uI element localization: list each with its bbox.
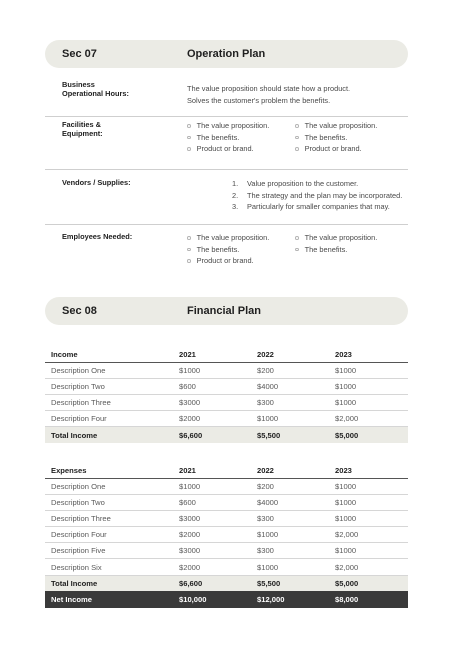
list-item-text: The benefits. xyxy=(304,244,348,254)
column-header: 2023 xyxy=(329,464,408,478)
total-row xyxy=(45,427,408,443)
table-cell: $300 xyxy=(251,510,329,526)
list-item-text: Value proposition to the customer. xyxy=(247,179,359,188)
bullet-icon xyxy=(295,124,299,128)
table-cell: $1000 xyxy=(329,362,408,378)
table-cell: $5,500 xyxy=(251,575,329,591)
table-cell: $1000 xyxy=(329,478,408,494)
table-row xyxy=(45,478,408,494)
label-line: Business xyxy=(62,80,95,89)
text-line: The value proposition should state how a product. xyxy=(187,84,351,93)
list-item xyxy=(295,120,377,132)
text-line: Solves the customer's problem the benefits. xyxy=(187,95,331,105)
column-header: 2023 xyxy=(329,348,408,362)
list-item xyxy=(187,244,269,256)
list-number: 1. xyxy=(232,179,239,188)
operation-label xyxy=(62,121,103,138)
table-row xyxy=(45,510,408,526)
section-header-operation-plan xyxy=(45,40,408,68)
table-cell: Description Six xyxy=(45,559,173,575)
table-cell: $300 xyxy=(251,543,329,559)
column-header: 2022 xyxy=(251,464,329,478)
label-line: Operational Hours: xyxy=(62,88,129,98)
table-row xyxy=(45,411,408,427)
table-cell: Description Four xyxy=(45,411,173,427)
list-item xyxy=(187,132,269,144)
list-item xyxy=(295,143,377,155)
list-item-text: The value proposition. xyxy=(196,121,270,130)
label-line: Equipment: xyxy=(62,128,103,138)
operation-label: Vendors / Supplies: xyxy=(62,178,131,187)
list-item-text: Product or brand. xyxy=(304,144,362,154)
table-cell: Description Two xyxy=(45,494,173,510)
operation-row-hours xyxy=(45,77,408,117)
section-number: Sec 07 xyxy=(62,48,97,60)
list-item-text: The strategy and the plan may be incorporated. xyxy=(247,190,403,200)
table-cell: $1000 xyxy=(173,478,251,494)
list-item-text: The value proposition. xyxy=(304,121,378,130)
bullet-icon xyxy=(295,248,299,252)
table-cell: Description Three xyxy=(45,394,173,410)
table-cell: $3000 xyxy=(173,543,251,559)
table-cell: $1000 xyxy=(251,527,329,543)
table-cell: Total Income xyxy=(45,427,173,443)
operation-row-employees xyxy=(45,225,408,273)
list-item xyxy=(187,120,269,132)
table-cell: $600 xyxy=(173,494,251,510)
list-item-text: Particularly for smaller companies that may. xyxy=(247,202,390,212)
list-item xyxy=(187,143,269,155)
table-header-row xyxy=(45,464,408,478)
table-cell: Description Two xyxy=(45,378,173,394)
table-cell: $1000 xyxy=(329,494,408,510)
list-item-text: Product or brand. xyxy=(196,144,254,154)
table-cell: Total Income xyxy=(45,575,173,591)
bullet-icon xyxy=(187,147,191,151)
expenses-table xyxy=(45,464,408,608)
table-cell: $200 xyxy=(251,362,329,378)
numbered-list xyxy=(232,178,402,213)
list-item xyxy=(295,232,377,244)
bullet-list xyxy=(295,120,377,155)
section-header-financial-plan xyxy=(45,297,408,325)
bullet-icon xyxy=(187,136,191,140)
table-cell: $4000 xyxy=(251,378,329,394)
table-cell: $6,600 xyxy=(173,427,251,443)
table-row xyxy=(45,527,408,543)
table-cell: $600 xyxy=(173,378,251,394)
table-cell: $2,000 xyxy=(329,559,408,575)
table-cell: $1000 xyxy=(329,394,408,410)
table-row xyxy=(45,394,408,410)
list-item xyxy=(187,232,269,244)
list-number: 2. xyxy=(232,190,239,200)
bullet-list xyxy=(187,232,269,267)
bullet-icon xyxy=(187,248,191,252)
bullet-icon xyxy=(187,236,191,240)
table-cell: $1000 xyxy=(251,411,329,427)
table-row xyxy=(45,559,408,575)
column-header: Expenses xyxy=(45,464,173,478)
table-cell: $6,600 xyxy=(173,575,251,591)
table-cell: Description One xyxy=(45,478,173,494)
column-header: Income xyxy=(45,348,173,362)
table-cell: $3000 xyxy=(173,510,251,526)
bullet-list xyxy=(295,232,377,255)
list-item-text: Product or brand. xyxy=(196,256,254,266)
list-item xyxy=(232,178,402,190)
list-item-text: The benefits. xyxy=(196,132,240,142)
table-cell: $2000 xyxy=(173,559,251,575)
net-income-row xyxy=(45,591,408,607)
table-cell: $5,000 xyxy=(329,575,408,591)
table-cell: $3000 xyxy=(173,394,251,410)
column-header: 2021 xyxy=(173,348,251,362)
bullet-icon xyxy=(295,236,299,240)
bullet-list xyxy=(187,120,269,155)
bullet-icon xyxy=(295,147,299,151)
column-header: 2021 xyxy=(173,464,251,478)
table-cell: Description Three xyxy=(45,510,173,526)
table-cell: $5,500 xyxy=(251,427,329,443)
table-row xyxy=(45,362,408,378)
table-cell: $2000 xyxy=(173,527,251,543)
list-item xyxy=(295,132,377,144)
table-cell: $300 xyxy=(251,394,329,410)
label-line: Facilities & xyxy=(62,120,102,129)
table-cell: $1000 xyxy=(329,378,408,394)
list-item xyxy=(295,244,377,256)
list-item-text: The value proposition. xyxy=(196,233,270,242)
table-cell: $1000 xyxy=(329,543,408,559)
operation-row-facilities xyxy=(45,117,408,170)
table-cell: $200 xyxy=(251,478,329,494)
list-item xyxy=(232,201,402,213)
section-number: Sec 08 xyxy=(62,305,97,317)
bullet-icon xyxy=(295,136,299,140)
table-cell: $2,000 xyxy=(329,527,408,543)
table-cell: $8,000 xyxy=(329,591,408,607)
table-cell: $2000 xyxy=(173,411,251,427)
list-item xyxy=(232,190,402,202)
column-header: 2022 xyxy=(251,348,329,362)
operation-text xyxy=(187,83,350,106)
total-row xyxy=(45,575,408,591)
bullet-icon xyxy=(187,124,191,128)
bullet-icon xyxy=(187,259,191,263)
list-item-text: The benefits. xyxy=(304,132,348,142)
table-cell: $1000 xyxy=(173,362,251,378)
table-row xyxy=(45,378,408,394)
table-cell: $10,000 xyxy=(173,591,251,607)
operation-row-vendors xyxy=(45,170,408,225)
table-cell: $12,000 xyxy=(251,591,329,607)
table-cell: $2,000 xyxy=(329,411,408,427)
table-cell: $5,000 xyxy=(329,427,408,443)
operation-label: Employees Needed: xyxy=(62,232,133,241)
table-cell: Description One xyxy=(45,362,173,378)
table-cell: Description Five xyxy=(45,543,173,559)
table-cell: $1000 xyxy=(251,559,329,575)
list-number: 3. xyxy=(232,202,239,212)
table-cell: $1000 xyxy=(329,510,408,526)
income-table xyxy=(45,348,408,443)
list-item-text: The value proposition. xyxy=(304,233,378,242)
list-item xyxy=(187,255,269,267)
table-cell: Description Four xyxy=(45,527,173,543)
table-row xyxy=(45,543,408,559)
table-row xyxy=(45,494,408,510)
table-header-row xyxy=(45,348,408,362)
operation-label xyxy=(62,81,129,98)
list-item-text: The benefits. xyxy=(196,244,240,254)
section-title: Operation Plan xyxy=(187,48,266,60)
table-cell: Net Income xyxy=(45,591,173,607)
section-title: Financial Plan xyxy=(187,305,261,317)
table-cell: $4000 xyxy=(251,494,329,510)
